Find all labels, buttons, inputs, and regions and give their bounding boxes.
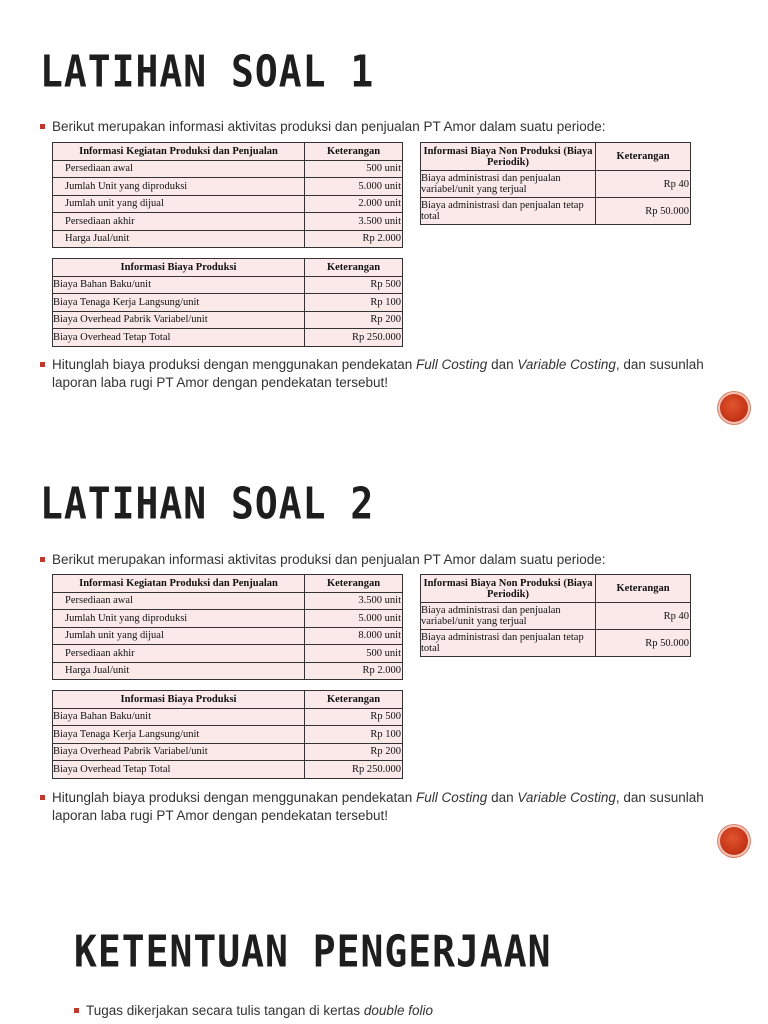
row-label: Biaya administrasi dan penjualan tetap total xyxy=(421,630,596,657)
table-row xyxy=(53,592,403,610)
row-value: Rp 100 xyxy=(305,726,403,744)
task-text-post: , dan susunlah laporan laba rugi PT Amor dengan pendekatan tersebut! xyxy=(52,357,704,390)
task-text-post: , dan susunlah laporan laba rugi PT Amor dengan pendekatan tersebut! xyxy=(52,790,704,823)
row-value: 500 unit xyxy=(305,160,403,178)
header-cell: Keterangan xyxy=(596,575,691,603)
task-variable-costing: Variable Costing xyxy=(517,357,616,372)
header-cell: Informasi Kegiatan Produksi dan Penjualan xyxy=(53,143,305,161)
header-cell: Informasi Biaya Non Produksi (Biaya Periodik) xyxy=(421,575,596,603)
table-row xyxy=(53,230,403,248)
table-row xyxy=(53,645,403,663)
rule-text-em: double folio xyxy=(363,1003,433,1018)
table-row xyxy=(53,178,403,196)
row-value: 2.000 unit xyxy=(305,195,403,213)
header-cell: Keterangan xyxy=(305,259,403,277)
task-text-mid: dan xyxy=(487,790,518,805)
row-value: Rp 500 xyxy=(305,708,403,726)
row-value: Rp 50.000 xyxy=(596,198,691,225)
nonproduction-cost-table xyxy=(420,574,691,657)
table-header-row xyxy=(53,259,403,277)
table-row xyxy=(53,743,403,761)
table-header-row xyxy=(53,691,403,709)
table-header-row xyxy=(53,575,403,593)
table-row xyxy=(421,603,691,630)
task-bullet xyxy=(40,789,720,825)
row-value: Rp 100 xyxy=(305,294,403,312)
activity-table xyxy=(52,142,403,248)
rule-bullet xyxy=(74,1002,734,1020)
row-label: Persediaan akhir xyxy=(53,645,305,663)
table-row xyxy=(53,294,403,312)
table-row xyxy=(53,195,403,213)
header-cell: Informasi Biaya Produksi xyxy=(53,259,305,277)
intro-text: Berikut merupakan informasi aktivitas produksi dan penjualan PT Amor dalam suatu periode: xyxy=(52,119,606,134)
row-label: Biaya Tenaga Kerja Langsung/unit xyxy=(53,726,305,744)
slide-1 xyxy=(0,0,768,432)
table-row xyxy=(53,726,403,744)
production-cost-table xyxy=(52,690,403,779)
row-label: Biaya Overhead Tetap Total xyxy=(53,761,305,779)
table-row xyxy=(53,311,403,329)
header-cell: Keterangan xyxy=(596,143,691,171)
table-row xyxy=(53,276,403,294)
table-row xyxy=(53,329,403,347)
row-value: Rp 250.000 xyxy=(305,329,403,347)
row-label: Biaya administrasi dan penjualan variabel/unit yang terjual xyxy=(421,603,596,630)
task-text-pre: Hitunglah biaya produksi dengan menggunakan pendekatan xyxy=(52,357,417,372)
table-row xyxy=(53,627,403,645)
table-header-row xyxy=(421,575,691,603)
row-label: Jumlah unit yang dijual xyxy=(53,627,305,645)
table-row xyxy=(421,171,691,198)
task-variable-costing: Variable Costing xyxy=(517,790,616,805)
row-value: Rp 500 xyxy=(305,276,403,294)
table-row xyxy=(53,708,403,726)
intro-text: Berikut merupakan informasi aktivitas produksi dan penjualan PT Amor dalam suatu periode: xyxy=(52,552,606,567)
nonproduction-cost-table xyxy=(420,142,691,225)
table-header-row xyxy=(53,143,403,161)
table-row xyxy=(53,662,403,680)
row-value: Rp 50.000 xyxy=(596,630,691,657)
row-label: Biaya Overhead Pabrik Variabel/unit xyxy=(53,743,305,761)
row-label: Persediaan akhir xyxy=(53,213,305,231)
header-cell: Keterangan xyxy=(305,143,403,161)
row-value: Rp 250.000 xyxy=(305,761,403,779)
task-text-mid: dan xyxy=(487,357,518,372)
row-value: Rp 2.000 xyxy=(305,662,403,680)
header-cell: Keterangan xyxy=(305,691,403,709)
slide-title: LATIHAN SOAL 1 xyxy=(40,46,375,97)
row-value: 3.500 unit xyxy=(305,213,403,231)
row-value: 8.000 unit xyxy=(305,627,403,645)
table-row xyxy=(53,160,403,178)
row-value: 3.500 unit xyxy=(305,592,403,610)
row-label: Biaya Overhead Pabrik Variabel/unit xyxy=(53,311,305,329)
row-label: Persediaan awal xyxy=(53,160,305,178)
row-label: Biaya Bahan Baku/unit xyxy=(53,276,305,294)
row-label: Biaya administrasi dan penjualan variabel/unit yang terjual xyxy=(421,171,596,198)
header-cell: Informasi Kegiatan Produksi dan Penjualan xyxy=(53,575,305,593)
task-text-pre: Hitunglah biaya produksi dengan menggunakan pendekatan xyxy=(52,790,417,805)
table-row xyxy=(421,630,691,657)
row-label: Biaya administrasi dan penjualan tetap total xyxy=(421,198,596,225)
row-label: Harga Jual/unit xyxy=(53,662,305,680)
table-row xyxy=(53,610,403,628)
header-cell: Keterangan xyxy=(305,575,403,593)
table-row xyxy=(53,213,403,231)
row-value: Rp 200 xyxy=(305,743,403,761)
intro-bullet xyxy=(40,118,740,136)
row-value: Rp 200 xyxy=(305,311,403,329)
row-value: 500 unit xyxy=(305,645,403,663)
header-cell: Informasi Biaya Non Produksi (Biaya Periodik) xyxy=(421,143,596,171)
table-header-row xyxy=(421,143,691,171)
header-cell: Informasi Biaya Produksi xyxy=(53,691,305,709)
row-label: Jumlah Unit yang diproduksi xyxy=(53,178,305,196)
table-row xyxy=(421,198,691,225)
row-value: Rp 40 xyxy=(596,603,691,630)
slide-title: KETENTUAN PENGERJAAN xyxy=(74,926,552,977)
row-label: Biaya Overhead Tetap Total xyxy=(53,329,305,347)
production-cost-table xyxy=(52,258,403,347)
intro-bullet xyxy=(40,551,740,569)
row-value: 5.000 unit xyxy=(305,610,403,628)
table-row xyxy=(53,761,403,779)
slide-number-badge-icon xyxy=(720,827,748,855)
task-full-costing: Full Costing xyxy=(416,357,488,372)
row-value: 5.000 unit xyxy=(305,178,403,196)
row-label: Harga Jual/unit xyxy=(53,230,305,248)
task-bullet xyxy=(40,356,720,392)
slide-number-badge-icon xyxy=(720,394,748,422)
row-label: Biaya Bahan Baku/unit xyxy=(53,708,305,726)
activity-table xyxy=(52,574,403,680)
row-label: Persediaan awal xyxy=(53,592,305,610)
slide-title: LATIHAN SOAL 2 xyxy=(40,478,375,529)
row-label: Jumlah Unit yang diproduksi xyxy=(53,610,305,628)
row-value: Rp 2.000 xyxy=(305,230,403,248)
slide-2 xyxy=(0,432,768,864)
row-label: Jumlah unit yang dijual xyxy=(53,195,305,213)
task-full-costing: Full Costing xyxy=(416,790,488,805)
slide-3 xyxy=(0,864,768,1024)
row-label: Biaya Tenaga Kerja Langsung/unit xyxy=(53,294,305,312)
rule-text-pre: Tugas dikerjakan secara tulis tangan di kertas xyxy=(86,1003,364,1018)
row-value: Rp 40 xyxy=(596,171,691,198)
